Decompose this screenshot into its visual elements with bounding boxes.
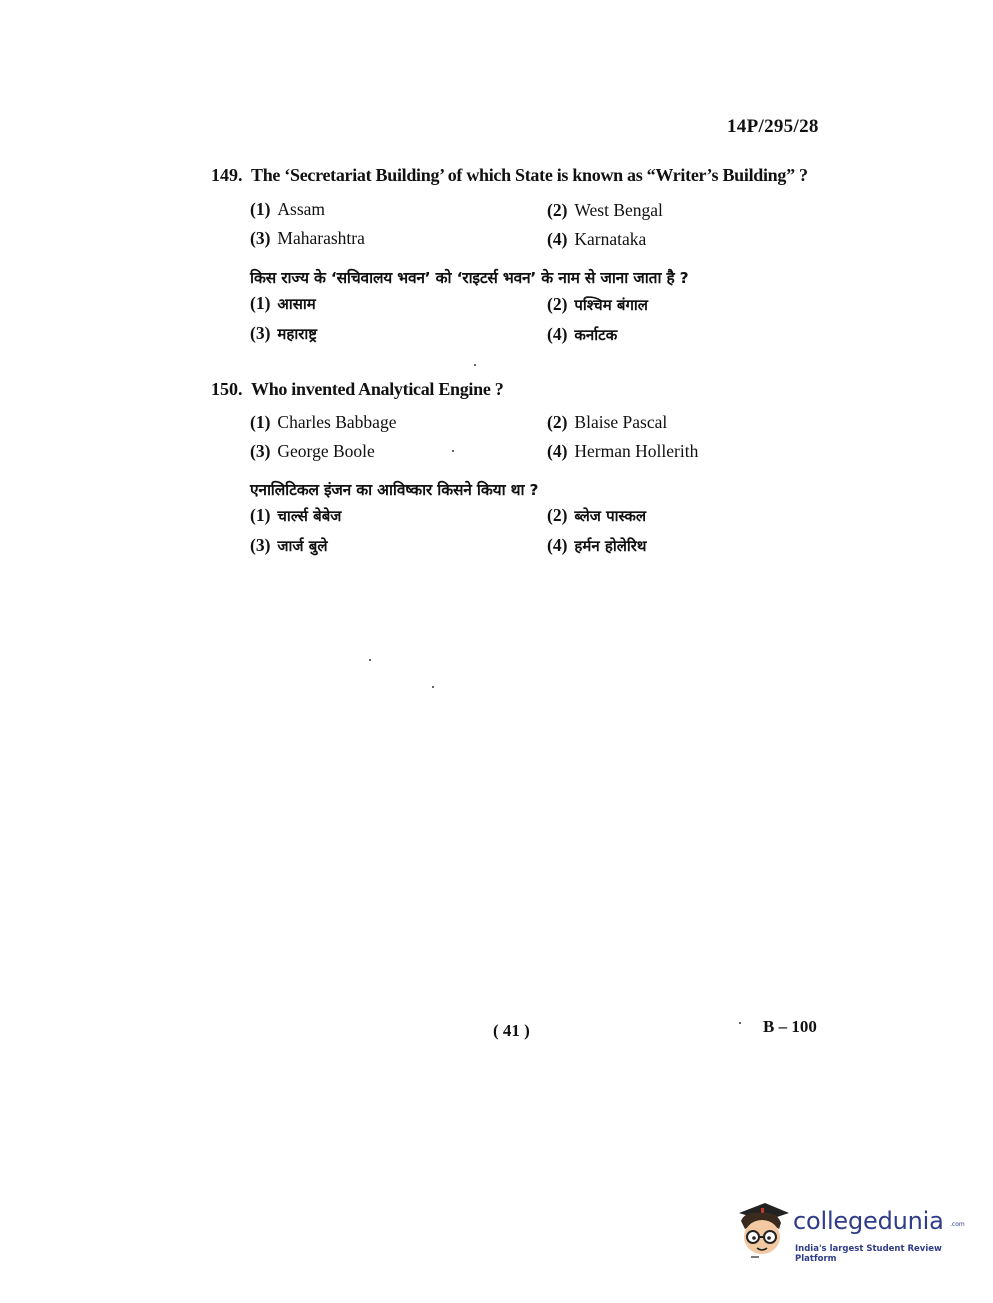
option-4: (4) Karnataka — [547, 229, 647, 249]
hindi-option-1: (1) चार्ल्स बेबेज — [250, 505, 342, 525]
booklet-series: B – 100 — [763, 1017, 817, 1036]
logo-brand-name: collegedunia — [793, 1207, 944, 1235]
hindi-option-1: (1) आसाम — [250, 293, 316, 313]
scan-speck — [474, 364, 476, 366]
option-3: (3) George Boole — [250, 441, 375, 461]
question-number: 150. — [211, 379, 243, 399]
scan-speck — [452, 450, 454, 452]
question-text-hindi: किस राज्य के ‘सचिवालय भवन’ को ‘राइटर्स भवन’ के नाम से जाना जाता है ? — [250, 269, 689, 287]
collegedunia-logo — [735, 1195, 965, 1265]
hindi-option-2: (2) ब्लेज पास्कल — [547, 505, 647, 525]
page-number: ( 41 ) — [493, 1021, 530, 1040]
logo-tagline: India's largest Student Review Platform — [795, 1244, 942, 1264]
option-4: (4) Herman Hollerith — [547, 441, 699, 461]
hindi-option-4: (4) कर्नाटक — [547, 324, 618, 344]
logo-domain-suffix: .com — [950, 1221, 965, 1228]
option-2: (2) Blaise Pascal — [547, 412, 668, 432]
question-text: The ‘Secretariat Building’ of which State is known as “Writer’s Building” ? — [251, 165, 808, 185]
paper-code: 14P/295/28 — [727, 116, 819, 137]
question-number: 149. — [211, 165, 243, 185]
scan-speck — [739, 1022, 741, 1024]
hindi-option-3: (3) महाराष्ट्र — [250, 323, 318, 343]
scan-speck — [369, 659, 371, 661]
option-2: (2) West Bengal — [547, 200, 663, 220]
hindi-option-3: (3) जार्ज बुले — [250, 535, 328, 555]
hindi-option-2: (2) पश्चिम बंगाल — [547, 294, 648, 314]
option-1: (1) Assam — [250, 199, 326, 219]
student-mascot-icon — [735, 1199, 791, 1259]
hindi-option-4: (4) हर्मन होलेरिथ — [547, 535, 647, 555]
question-text: Who invented Analytical Engine ? — [251, 379, 504, 399]
option-1: (1) Charles Babbage — [250, 412, 397, 432]
option-3: (3) Maharashtra — [250, 228, 365, 248]
question-text-hindi: एनालिटिकल इंजन का आविष्कार किसने किया था ? — [250, 481, 539, 499]
scan-speck — [432, 686, 434, 688]
